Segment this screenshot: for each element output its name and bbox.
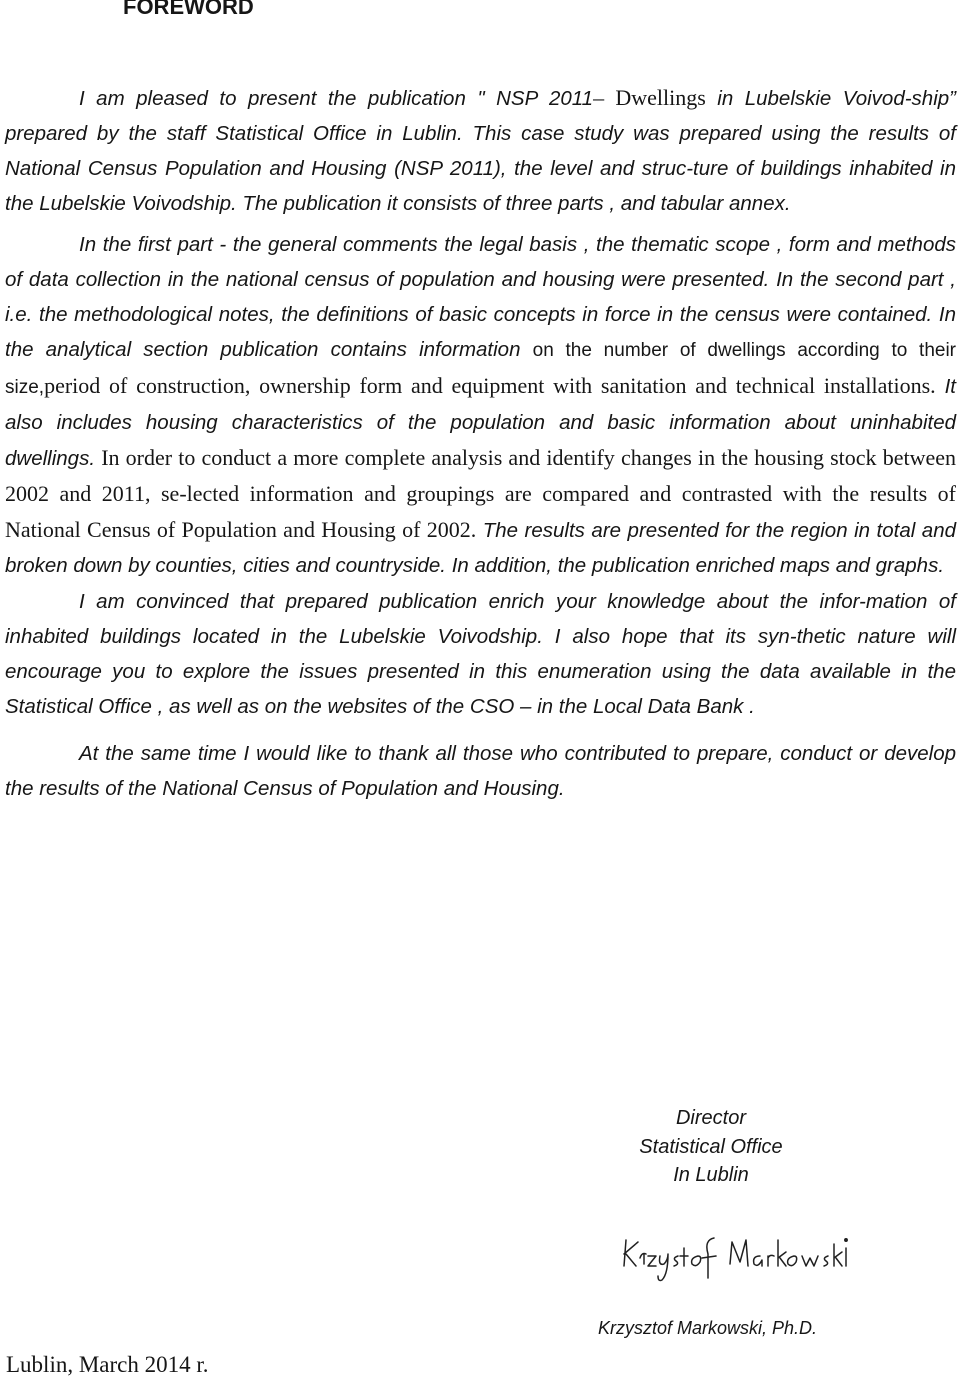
page-title: FOREWORD: [123, 0, 254, 19]
paragraph-intro: [5, 80, 956, 221]
paragraph-structure: [5, 227, 956, 583]
intro-text-1: I am pleased to present the publication " NSP 2011: [79, 87, 594, 110]
signatory-position: Director: [675, 1107, 746, 1129]
intro-text-2: – Dwellings: [593, 85, 706, 110]
signatory-name: Krzysztof Markowski, Ph.D.: [598, 1318, 818, 1338]
signatory-office: Statistical Office: [639, 1135, 783, 1158]
structure-text-4: period of construction, ownership form and equipment with sanitation and technical installations.: [44, 373, 936, 398]
signatory-title-block: [600, 1104, 822, 1190]
structure-text-1: In the first part - the general comments the legal basis , the thematic scope , form and methods of data collection in the national census of population and housing were presented. In the second part , i.e. the methodological notes, the definitions of basic concepts in force in the census were contained.: [5, 233, 956, 326]
foreword-body: [5, 80, 956, 806]
structure-text-3: on the number of dwellings according to their size,: [5, 340, 957, 398]
place-and-date: Lublin, March 2014 r.: [6, 1352, 209, 1377]
structure-text-2: In the analytical section publication contains information: [5, 303, 956, 361]
paragraph-thanks: At the same time I would like to thank all those who contributed to prepare, conduct or develop the results of the National Census of Population and Housing.: [5, 742, 956, 800]
structure-text-7: The results are presented for the region in total and broken down by counties, cities and countryside. In addition, the publication enriched maps and graphs.: [5, 519, 957, 577]
intro-text-3: in Lubelskie Voivod-ship” prepared by the staff Statistical Office in Lublin. This case study was prepared using the results of National Census Population and Housing (NSP 2011), the level and struc-ture of buildings inhabited in the Lubelskie Voivodship. The publication it consists of three parts , and tabular annex.: [5, 87, 956, 215]
signatory-city: In Lublin: [673, 1164, 749, 1186]
structure-text-6: In order to conduct a more complete analysis and identify changes in the housing stock between 2002 and 2011, se-lected information and groupings are compared and contrasted with the results of National Census of Population and Housing of 2002.: [5, 445, 956, 542]
paragraph-conviction: I am convinced that prepared publication enrich your knowledge about the infor-mation of inhabited buildings located in the Lubelskie Voivodship. I also hope that its syn-thetic nature will encourage you to explore the issues presented in this enumeration using the data available in the Statistical Office , as well as on the websites of the CSO – in the Local Data Bank .: [5, 590, 956, 718]
structure-text-5: It also includes housing characteristics of the population and basic information about uninhabited dwellings.: [5, 375, 956, 470]
handwritten-signature: [618, 1218, 848, 1288]
